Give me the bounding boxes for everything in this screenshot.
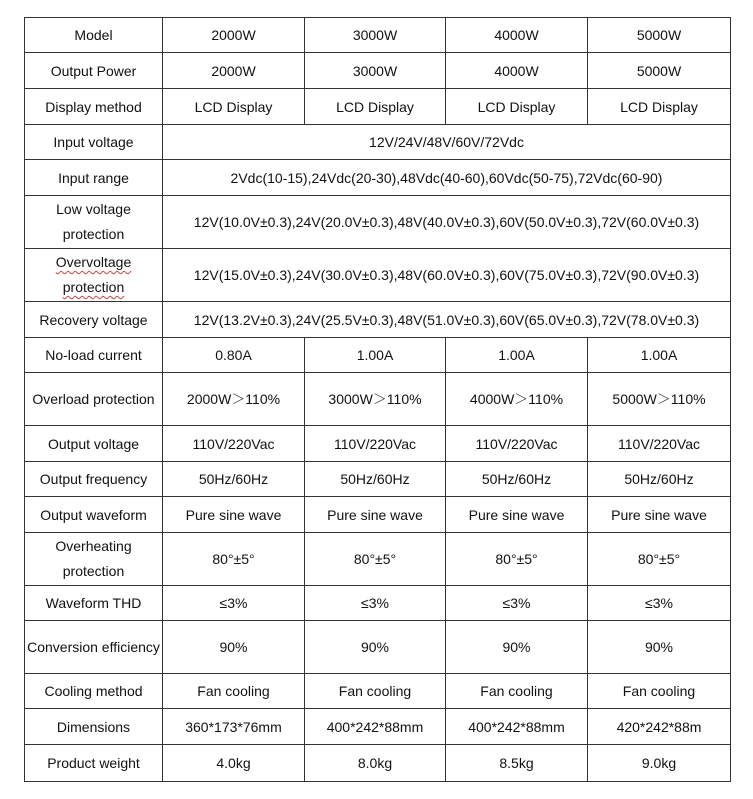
merged-cell: 12V(10.0V±0.3),24V(20.0V±0.3),48V(40.0V±0.3),60V(50.0V±0.3),72V(60.0V±0.3) (163, 196, 731, 249)
table-cell: 400*242*88mm (305, 709, 446, 745)
table-row (25, 426, 731, 462)
row-label: Product weight (25, 745, 163, 782)
table-cell: 110V/220Vac (163, 426, 305, 462)
merged-cell: 2Vdc(10-15),24Vdc(20-30),48Vdc(40-60),60Vdc(50-75),72Vdc(60-90) (163, 160, 731, 196)
table-cell: 4.0kg (163, 745, 305, 782)
row-label: Overload protection (25, 373, 163, 426)
table-cell: Pure sine wave (588, 497, 731, 533)
table-cell: 110V/220Vac (305, 426, 446, 462)
table-cell: ≤3% (305, 586, 446, 621)
model-4000w: 4000W (446, 18, 588, 53)
table-cell: 50Hz/60Hz (163, 462, 305, 497)
table-cell: 3000W (305, 53, 446, 89)
table-row (25, 302, 731, 338)
table-row (25, 533, 731, 586)
table-row (25, 89, 731, 125)
table-cell: Fan cooling (163, 674, 305, 709)
table-cell: Fan cooling (588, 674, 731, 709)
row-label: Display method (25, 89, 163, 125)
table-cell: 5000W (588, 53, 731, 89)
table-cell: 90% (446, 621, 588, 674)
table-cell: 1.00A (588, 338, 731, 373)
table-cell: 420*242*88m (588, 709, 731, 745)
table-cell: 4000W＞110% (446, 373, 588, 426)
table-cell: 90% (163, 621, 305, 674)
table-row (25, 462, 731, 497)
table-cell: 90% (588, 621, 731, 674)
row-label: Low voltage protection (25, 196, 163, 249)
merged-cell: 12V/24V/48V/60V/72Vdc (163, 125, 731, 160)
table-cell: 4000W (446, 53, 588, 89)
table-row (25, 674, 731, 709)
table-cell: 360*173*76mm (163, 709, 305, 745)
table-cell: ≤3% (163, 586, 305, 621)
table-cell: ≤3% (588, 586, 731, 621)
spec-table (24, 17, 731, 782)
table-cell: 9.0kg (588, 745, 731, 782)
table-row (25, 196, 731, 249)
table-cell: Fan cooling (305, 674, 446, 709)
table-cell: LCD Display (305, 89, 446, 125)
row-label: Waveform THD (25, 586, 163, 621)
model-5000w: 5000W (588, 18, 731, 53)
table-row (25, 160, 731, 196)
row-label: Output Power (25, 53, 163, 89)
table-cell: 110V/220Vac (446, 426, 588, 462)
table-cell: 1.00A (446, 338, 588, 373)
table-row (25, 373, 731, 426)
row-label: Model (25, 18, 163, 53)
table-row (25, 621, 731, 674)
row-label (25, 249, 163, 302)
row-label: Output frequency (25, 462, 163, 497)
table-row (25, 497, 731, 533)
table-cell: 110V/220Vac (588, 426, 731, 462)
table-cell: ≤3% (446, 586, 588, 621)
merged-cell: 12V(15.0V±0.3),24V(30.0V±0.3),48V(60.0V±0.3),60V(75.0V±0.3),72V(90.0V±0.3) (163, 249, 731, 302)
table-cell: LCD Display (588, 89, 731, 125)
table-cell: 2000W＞110% (163, 373, 305, 426)
table-row (25, 709, 731, 745)
table-cell: Pure sine wave (446, 497, 588, 533)
table-cell: LCD Display (163, 89, 305, 125)
table-cell: 8.5kg (446, 745, 588, 782)
table-row (25, 53, 731, 89)
table-cell: Pure sine wave (163, 497, 305, 533)
row-label: Output waveform (25, 497, 163, 533)
table-row (25, 338, 731, 373)
table-cell: 80°±5° (163, 533, 305, 586)
overvoltage-label: Overvoltage protection (55, 254, 132, 295)
table-cell: 400*242*88mm (446, 709, 588, 745)
table-cell: 8.0kg (305, 745, 446, 782)
table-cell: 2000W (163, 53, 305, 89)
table-cell: 50Hz/60Hz (305, 462, 446, 497)
table-cell: LCD Display (446, 89, 588, 125)
table-row (25, 18, 731, 53)
table-cell: 80°±5° (588, 533, 731, 586)
row-label: Input range (25, 160, 163, 196)
table-cell: 1.00A (305, 338, 446, 373)
table-cell: 50Hz/60Hz (588, 462, 731, 497)
row-label: Recovery voltage (25, 302, 163, 338)
table-cell: Pure sine wave (305, 497, 446, 533)
row-label: Input voltage (25, 125, 163, 160)
row-label: Overheating protection (25, 533, 163, 586)
row-label: Conversion efficiency (25, 621, 163, 674)
table-cell: 80°±5° (446, 533, 588, 586)
row-label: Output voltage (25, 426, 163, 462)
table-cell: Fan cooling (446, 674, 588, 709)
table-cell: 90% (305, 621, 446, 674)
model-2000w: 2000W (163, 18, 305, 53)
row-label: Dimensions (25, 709, 163, 745)
table-row (25, 745, 731, 782)
table-cell: 0.80A (163, 338, 305, 373)
table-cell: 50Hz/60Hz (446, 462, 588, 497)
merged-cell: 12V(13.2V±0.3),24V(25.5V±0.3),48V(51.0V±0.3),60V(65.0V±0.3),72V(78.0V±0.3) (163, 302, 731, 338)
row-label: Cooling method (25, 674, 163, 709)
table-cell: 5000W＞110% (588, 373, 731, 426)
table-row (25, 125, 731, 160)
model-3000w: 3000W (305, 18, 446, 53)
table-cell: 80°±5° (305, 533, 446, 586)
table-row (25, 586, 731, 621)
row-label: No-load current (25, 338, 163, 373)
table-cell: 3000W＞110% (305, 373, 446, 426)
table-row (25, 249, 731, 302)
